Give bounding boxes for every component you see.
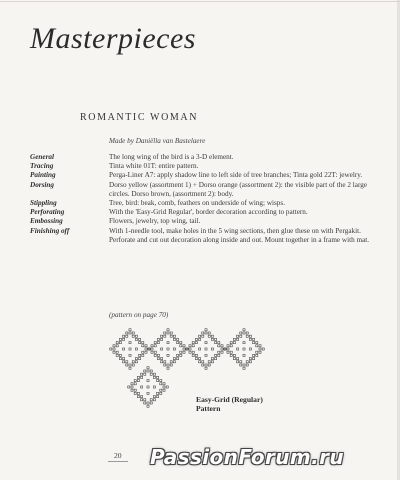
perforation-hole xyxy=(164,335,166,337)
grid-caption-title: Easy-Grid (Regular) xyxy=(196,395,263,404)
perforation-hole xyxy=(256,351,258,353)
perforation-hole xyxy=(180,351,182,353)
perforation-hole xyxy=(126,335,128,337)
perforation-hole xyxy=(144,373,146,375)
perforation-hole xyxy=(137,396,139,398)
diamond-motif xyxy=(110,329,151,370)
perforation-hole xyxy=(215,358,217,360)
perforation-hole xyxy=(221,351,223,353)
perforation-hole xyxy=(215,354,217,356)
perforation-hole xyxy=(183,348,185,350)
perforation-hole xyxy=(147,402,149,404)
perforation-hole xyxy=(195,342,197,344)
perforation-hole xyxy=(208,364,210,366)
perforation-hole xyxy=(230,351,232,353)
perforation-hole xyxy=(246,361,248,363)
step-perforating xyxy=(30,208,380,217)
perforation-hole xyxy=(142,342,144,344)
perforation-hole xyxy=(153,386,155,388)
perforation-hole xyxy=(211,348,213,350)
perforation-hole xyxy=(147,380,149,382)
perforation-hole xyxy=(134,383,136,385)
perforation-hole xyxy=(135,358,137,360)
perforation-hole xyxy=(208,332,210,334)
perforation-hole xyxy=(157,392,159,394)
perforation-hole xyxy=(177,342,179,344)
perforation-hole xyxy=(113,351,115,353)
perforation-hole xyxy=(141,376,143,378)
perforation-hole xyxy=(131,383,133,385)
perforation-hole xyxy=(167,348,169,350)
perforation-hole xyxy=(170,364,172,366)
perforation-hole xyxy=(221,345,223,347)
perforation-hole xyxy=(189,345,191,347)
step-finishing-off xyxy=(30,227,380,245)
perforation-hole xyxy=(202,364,204,366)
perforation-hole xyxy=(202,361,204,363)
perforation-hole xyxy=(246,364,248,366)
perforation-hole xyxy=(153,396,155,398)
perforation-hole xyxy=(256,345,258,347)
step-dorsing xyxy=(30,181,380,199)
perforation-hole xyxy=(173,338,175,340)
perforation-hole xyxy=(163,386,165,388)
perforation-hole xyxy=(144,399,146,401)
perforation-hole xyxy=(205,348,207,350)
step-label: Tracing xyxy=(30,162,54,171)
perforation-hole xyxy=(161,338,163,340)
perforation-hole xyxy=(243,329,245,331)
diamond-motif xyxy=(148,329,189,370)
pattern-reference: (pattern on page 70) xyxy=(109,311,169,319)
perforation-hole xyxy=(126,364,128,366)
perforation-hole xyxy=(151,345,153,347)
perforation-hole xyxy=(192,342,194,344)
perforation-hole xyxy=(199,338,201,340)
perforation-hole xyxy=(141,386,143,388)
perforation-hole xyxy=(243,348,245,350)
perforation-hole xyxy=(177,358,179,360)
perforation-hole xyxy=(134,389,136,391)
perforation-hole xyxy=(164,332,166,334)
perforation-hole xyxy=(147,405,149,407)
perforation-hole xyxy=(132,332,134,334)
step-tracing xyxy=(30,162,380,171)
perforation-hole xyxy=(150,370,152,372)
perforation-hole xyxy=(199,358,201,360)
perforation-hole xyxy=(123,338,125,340)
perforation-hole xyxy=(253,358,255,360)
perforation-hole xyxy=(237,361,239,363)
perforation-hole xyxy=(237,338,239,340)
perforation-hole xyxy=(164,361,166,363)
perforation-hole xyxy=(205,364,207,366)
instruction-list xyxy=(30,153,380,245)
perforation-hole xyxy=(150,373,152,375)
perforation-hole xyxy=(129,364,131,366)
perforation-hole xyxy=(161,335,163,337)
perforation-hole xyxy=(129,329,131,331)
perforation-hole xyxy=(240,332,242,334)
perforation-hole xyxy=(151,351,153,353)
step-text: Tinta white 01T: entire pattern. xyxy=(109,162,199,171)
perforation-hole xyxy=(249,348,251,350)
byline: Made by Daniëlla van Bastelaere xyxy=(109,137,206,145)
perforation-hole xyxy=(163,383,165,385)
perforation-hole xyxy=(243,342,245,344)
perforation-hole xyxy=(208,335,210,337)
perforation-hole xyxy=(202,335,204,337)
perforation-hole xyxy=(173,348,175,350)
perforation-hole xyxy=(183,351,185,353)
perforation-hole xyxy=(173,358,175,360)
section-title: ROMANTIC WOMAN xyxy=(80,112,199,123)
perforation-hole xyxy=(135,335,137,337)
perforation-hole xyxy=(119,338,121,340)
perforation-hole xyxy=(240,361,242,363)
perforation-hole xyxy=(145,351,147,353)
perforation-hole xyxy=(137,380,139,382)
perforation-hole xyxy=(233,354,235,356)
step-text: Tree, bird: beak, comb, feathers on underside of wing; wisps. xyxy=(109,199,285,208)
perforation-hole xyxy=(249,338,251,340)
perforation-hole xyxy=(144,402,146,404)
perforation-hole xyxy=(137,392,139,394)
perforation-hole xyxy=(154,354,156,356)
perforation-hole xyxy=(160,383,162,385)
perforation-hole xyxy=(147,367,149,369)
perforation-hole xyxy=(177,354,179,356)
perforation-hole xyxy=(135,361,137,363)
perforation-hole xyxy=(129,348,131,350)
perforation-hole xyxy=(147,370,149,372)
perforation-hole xyxy=(243,364,245,366)
perforation-hole xyxy=(139,354,141,356)
perforation-hole xyxy=(253,338,255,340)
perforation-hole xyxy=(227,351,229,353)
perforation-hole xyxy=(218,354,220,356)
perforation-hole xyxy=(211,335,213,337)
perforation-hole xyxy=(205,332,207,334)
perforation-hole xyxy=(154,345,156,347)
perforation-hole xyxy=(218,342,220,344)
perforation-hole xyxy=(142,345,144,347)
perforation-hole xyxy=(161,348,163,350)
perforation-hole xyxy=(131,389,133,391)
perforation-hole xyxy=(253,342,255,344)
step-label: General xyxy=(30,153,54,161)
site-watermark: PassionForum.ru xyxy=(150,445,345,469)
perforation-hole xyxy=(233,338,235,340)
perforation-hole xyxy=(170,332,172,334)
perforation-hole xyxy=(199,335,201,337)
perforation-hole xyxy=(134,380,136,382)
diamond-motif xyxy=(128,367,169,408)
perforation-hole xyxy=(227,348,229,350)
perforation-hole xyxy=(180,354,182,356)
perforation-hole xyxy=(157,338,159,340)
perforation-hole xyxy=(215,338,217,340)
perforation-hole xyxy=(150,402,152,404)
perforation-hole xyxy=(189,348,191,350)
perforation-hole xyxy=(249,335,251,337)
perforation-hole xyxy=(243,354,245,356)
step-text: Dorso yellow (assortment 1) + Dorso orange (assortment 2): the visible part of the 2 large circles. Dorso brown, (assortment 2): body. xyxy=(109,180,368,198)
step-general xyxy=(30,153,380,162)
step-text: With 1-needle tool, make holes in the 5 wing sections, then glue these on with Pergakit. Perforate and cut out decoration along inside and out. Mount together in a frame with mat. xyxy=(109,226,370,244)
perforation-hole xyxy=(157,354,159,356)
perforation-hole xyxy=(151,348,153,350)
perforation-hole xyxy=(205,329,207,331)
perforation-hole xyxy=(145,348,147,350)
perforation-hole xyxy=(141,399,143,401)
perforation-hole xyxy=(154,342,156,344)
diamond-motif xyxy=(224,329,265,370)
chapter-title: Masterpieces xyxy=(30,22,196,55)
perforation-hole xyxy=(183,345,185,347)
perforation-hole xyxy=(167,342,169,344)
perforation-hole xyxy=(233,358,235,360)
perforation-hole xyxy=(157,342,159,344)
perforation-hole xyxy=(129,354,131,356)
diamond-motif xyxy=(186,329,227,370)
perforation-hole xyxy=(180,342,182,344)
perforation-hole xyxy=(113,348,115,350)
step-label: Embossing xyxy=(30,217,63,226)
grid-caption-subtitle: Pattern xyxy=(196,404,221,414)
perforation-hole xyxy=(132,361,134,363)
perforation-hole xyxy=(129,342,131,344)
perforation-hole xyxy=(215,342,217,344)
perforation-hole xyxy=(142,354,144,356)
perforation-hole xyxy=(189,351,191,353)
perforation-hole xyxy=(246,332,248,334)
perforation-hole xyxy=(177,338,179,340)
perforation-hole xyxy=(249,361,251,363)
perforation-hole xyxy=(211,338,213,340)
perforation-hole xyxy=(166,386,168,388)
perforation-hole xyxy=(237,358,239,360)
perforation-hole xyxy=(161,358,163,360)
perforation-hole xyxy=(132,364,134,366)
perforation-hole xyxy=(119,354,121,356)
perforation-hole xyxy=(199,361,201,363)
perforation-hole xyxy=(164,364,166,366)
perforation-hole xyxy=(230,354,232,356)
step-text: The long wing of the bird is a 3-D element. xyxy=(109,153,234,161)
perforation-hole xyxy=(240,364,242,366)
step-embossing xyxy=(30,217,380,226)
perforation-hole xyxy=(167,354,169,356)
perforation-hole xyxy=(167,367,169,369)
perforation-hole xyxy=(262,348,264,350)
perforation-hole xyxy=(145,345,147,347)
perforation-hole xyxy=(137,376,139,378)
page-number: 20 xyxy=(114,451,122,460)
perforation-hole xyxy=(160,392,162,394)
step-label: Painting xyxy=(30,171,56,180)
perforation-hole xyxy=(259,348,261,350)
step-text: With the 'Easy-Grid Regular', border decoration according to pattern. xyxy=(109,208,308,217)
perforation-hole xyxy=(123,361,125,363)
perforation-hole xyxy=(211,361,213,363)
perforation-hole xyxy=(157,376,159,378)
perforation-hole xyxy=(167,329,169,331)
perforation-hole xyxy=(205,367,207,369)
perforation-hole xyxy=(160,389,162,391)
perforation-hole xyxy=(218,345,220,347)
perforation-hole xyxy=(126,332,128,334)
perforation-hole xyxy=(243,332,245,334)
step-label: Perforating xyxy=(30,208,65,217)
perforation-hole xyxy=(116,342,118,344)
step-label: Finishing off xyxy=(30,226,70,235)
perforation-hole xyxy=(205,342,207,344)
perforation-hole xyxy=(154,351,156,353)
perforation-hole xyxy=(153,376,155,378)
perforation-hole xyxy=(173,335,175,337)
perforation-hole xyxy=(150,399,152,401)
perforation-hole xyxy=(195,358,197,360)
perforation-hole xyxy=(116,354,118,356)
perforation-hole xyxy=(129,332,131,334)
perforation-hole xyxy=(167,364,169,366)
perforation-hole xyxy=(192,354,194,356)
perforation-hole xyxy=(116,351,118,353)
perforation-hole xyxy=(161,361,163,363)
perforation-hole xyxy=(227,345,229,347)
perforation-hole xyxy=(153,399,155,401)
perforation-hole xyxy=(173,361,175,363)
perforation-hole xyxy=(128,386,130,388)
perforation-hole xyxy=(147,386,149,388)
perforation-hole xyxy=(119,342,121,344)
perforation-hole xyxy=(240,335,242,337)
perforation-hole xyxy=(259,351,261,353)
perforation-hole xyxy=(147,392,149,394)
perforation-hole xyxy=(218,351,220,353)
perforation-hole xyxy=(253,354,255,356)
perforation-hole xyxy=(132,335,134,337)
perforation-hole xyxy=(211,358,213,360)
perforation-hole xyxy=(243,367,245,369)
perforation-hole xyxy=(135,338,137,340)
perforation-hole xyxy=(180,345,182,347)
perforation-hole xyxy=(170,335,172,337)
perforation-hole xyxy=(192,345,194,347)
perforation-hole xyxy=(237,348,239,350)
perforation-hole xyxy=(205,354,207,356)
step-label: Dorsing xyxy=(30,180,54,189)
perforation-hole xyxy=(110,348,112,350)
perforation-hole xyxy=(199,348,201,350)
perforation-hole xyxy=(208,361,210,363)
perforation-hole xyxy=(123,335,125,337)
perforation-hole xyxy=(139,338,141,340)
perforation-hole xyxy=(135,348,137,350)
perforation-hole xyxy=(221,348,223,350)
perforation-hole xyxy=(195,354,197,356)
perforation-hole xyxy=(256,342,258,344)
step-stippling xyxy=(30,199,380,208)
grid-caption xyxy=(196,395,263,414)
perforation-hole xyxy=(157,380,159,382)
perforation-hole xyxy=(142,351,144,353)
perforation-hole xyxy=(246,335,248,337)
perforation-hole xyxy=(139,342,141,344)
perforation-hole xyxy=(195,338,197,340)
perforation-hole xyxy=(113,345,115,347)
perforation-hole xyxy=(153,373,155,375)
perforation-hole xyxy=(160,380,162,382)
step-text: Perga-Liner A7: apply shadow line to left side of tree branches; Tinta gold 22T: jewelry. xyxy=(109,171,363,180)
perforation-hole xyxy=(123,358,125,360)
perforation-hole xyxy=(141,373,143,375)
perforation-hole xyxy=(256,354,258,356)
perforation-hole xyxy=(163,389,165,391)
page-number-rule xyxy=(108,461,128,462)
perforation-hole xyxy=(116,345,118,347)
step-text: Flowers, jewelry, top wing, tail. xyxy=(109,217,201,226)
perforation-hole xyxy=(157,396,159,398)
perforation-hole xyxy=(119,358,121,360)
perforation-hole xyxy=(139,358,141,360)
perforation-hole xyxy=(126,361,128,363)
perforation-hole xyxy=(157,358,159,360)
perforation-hole xyxy=(192,351,194,353)
perforation-hole xyxy=(230,342,232,344)
step-painting xyxy=(30,171,380,180)
perforation-hole xyxy=(230,345,232,347)
perforation-hole xyxy=(170,361,172,363)
perforation-hole xyxy=(123,348,125,350)
top-rule xyxy=(0,1,400,2)
perforation-hole xyxy=(249,358,251,360)
perforation-hole xyxy=(129,367,131,369)
perforation-hole xyxy=(144,370,146,372)
perforation-hole xyxy=(202,332,204,334)
step-label: Stippling xyxy=(30,199,57,208)
perforation-hole xyxy=(141,396,143,398)
perforation-hole xyxy=(259,345,261,347)
perforation-hole xyxy=(237,335,239,337)
perforation-hole xyxy=(233,342,235,344)
perforation-hole xyxy=(134,392,136,394)
perforation-hole xyxy=(167,332,169,334)
perforation-hole xyxy=(131,386,133,388)
